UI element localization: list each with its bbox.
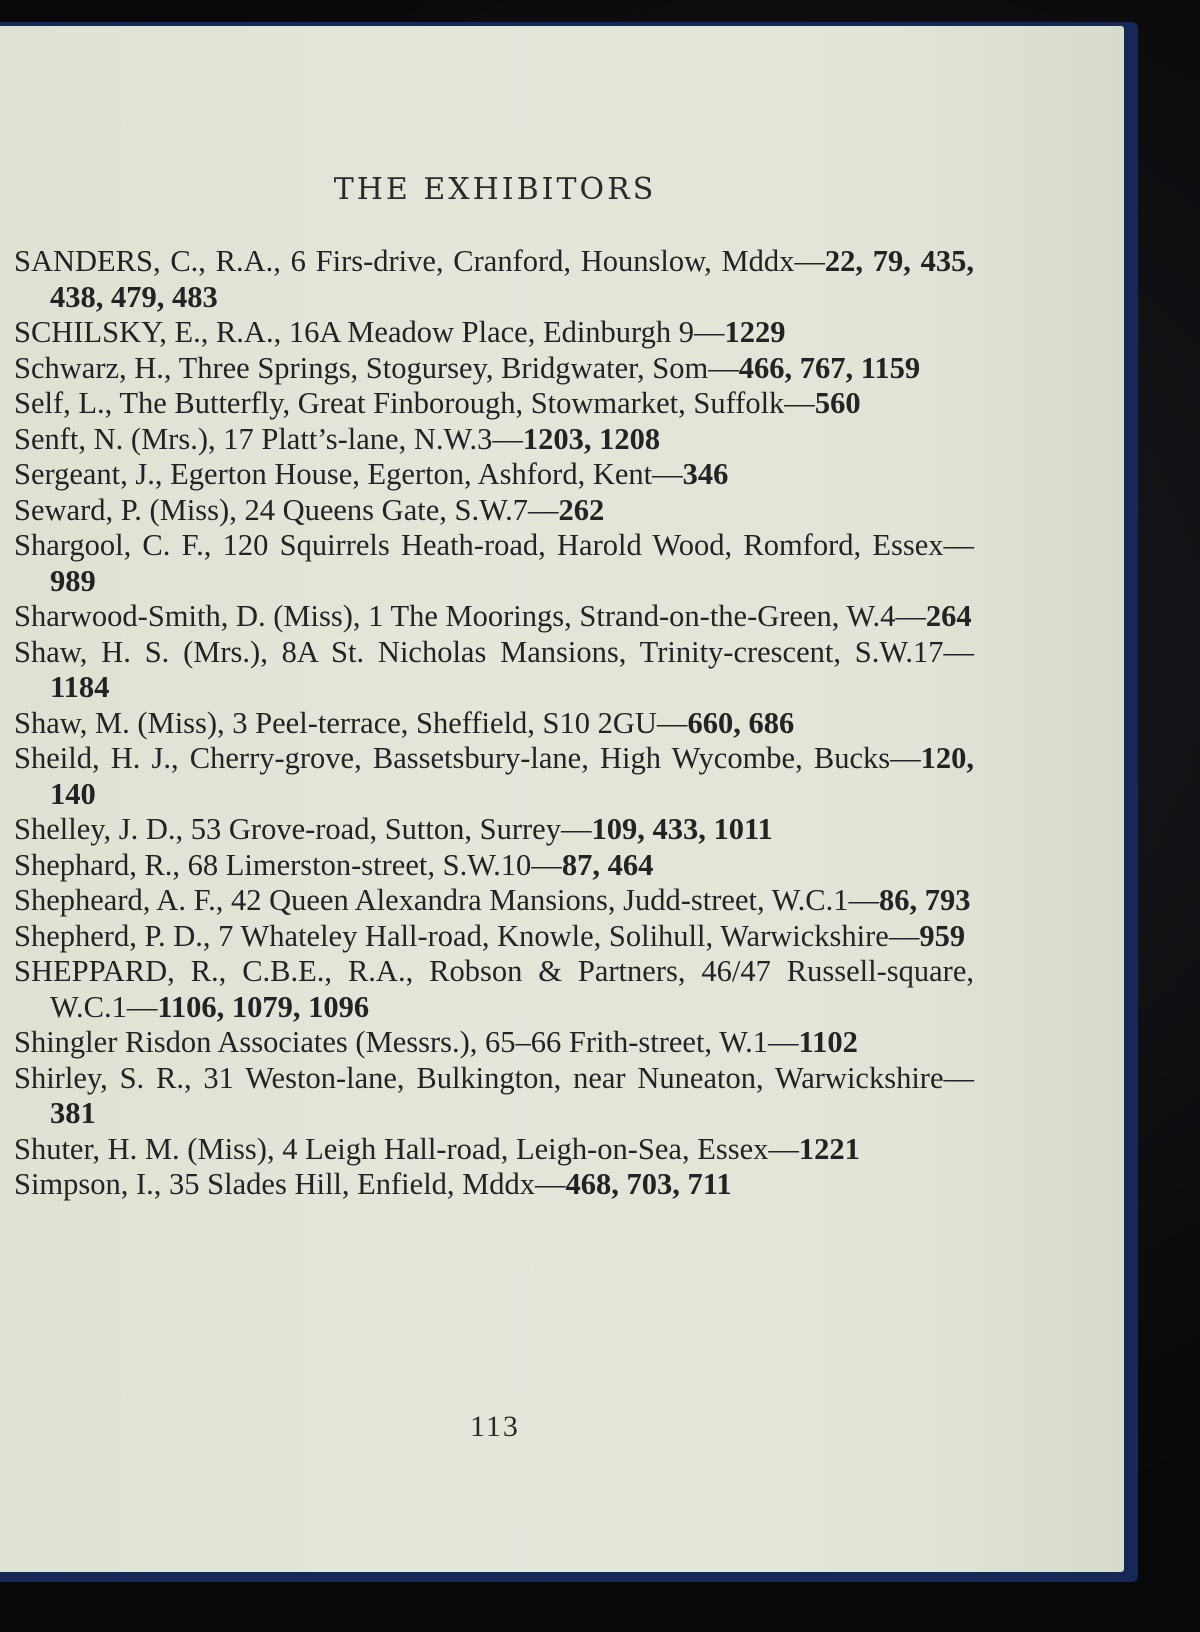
exhibitor-entry (14, 883, 974, 919)
book-page (0, 26, 1124, 1572)
entry-catalogue-numbers: 1203, 1208 (522, 421, 661, 456)
exhibitor-entry (14, 528, 974, 599)
entry-text: Sergeant, J., Egerton House, Egerton, Ashford, Kent— (14, 457, 683, 491)
exhibitor-entry (14, 954, 974, 1025)
entry-text: Shaw, M. (Miss), 3 Peel-terrace, Sheffield, S10 2GU— (14, 705, 688, 740)
exhibitor-entry (14, 1132, 974, 1168)
exhibitor-entry (14, 1061, 974, 1132)
entry-catalogue-numbers: 87, 464 (561, 847, 654, 882)
entry-catalogue-numbers: 109, 433, 1011 (591, 812, 773, 846)
entry-catalogue-numbers: 381 (50, 1096, 96, 1130)
page-heading: THE EXHIBITORS (333, 172, 657, 207)
exhibitor-entry (14, 741, 974, 812)
entry-text: SCHILSKY, E., R.A., 16A Meadow Place, Edinburgh 9— (14, 315, 725, 349)
exhibitor-entry (14, 635, 974, 706)
entry-text: Shepherd, P. D., 7 Whateley Hall-road, Knowle, Solihull, Warwickshire— (14, 918, 920, 953)
entry-text: Senft, N. (Mrs.), 17 Platt’s-lane, N.W.3— (14, 421, 523, 456)
exhibitor-list (14, 244, 974, 1203)
entry-text: SANDERS, C., R.A., 6 Firs-drive, Cranford, Hounslow, Mddx— (14, 244, 825, 278)
entry-text: Sheild, H. J., Cherry-grove, Bassetsbury-lane, High Wycombe, Bucks— (14, 741, 921, 775)
exhibitor-entry (14, 244, 974, 315)
entry-catalogue-numbers: 468, 703, 711 (565, 1167, 732, 1201)
entry-text: Shirley, S. R., 31 Weston-lane, Bulkington, near Nuneaton, Warwickshire— (14, 1060, 974, 1095)
entry-catalogue-numbers: 120, 140 (50, 741, 974, 811)
entry-catalogue-numbers: 1229 (724, 315, 786, 349)
exhibitor-entry (14, 351, 974, 387)
entry-text: Shuter, H. M. (Miss), 4 Leigh Hall-road, Leigh-on-Sea, Essex— (14, 1131, 799, 1166)
entry-catalogue-numbers: 86, 793 (879, 883, 971, 917)
entry-catalogue-numbers: 1102 (798, 1025, 858, 1059)
exhibitor-entry (14, 812, 974, 848)
entry-text: Shingler Risdon Associates (Messrs.), 65–66 Frith-street, W.1— (14, 1025, 799, 1059)
exhibitor-entry (14, 386, 974, 422)
entry-catalogue-numbers: 560 (814, 386, 861, 420)
entry-catalogue-numbers: 989 (50, 563, 96, 598)
exhibitor-entry (14, 493, 974, 529)
entry-text: Sharwood-Smith, D. (Miss), 1 The Moorings, Strand-on-the-Green, W.4— (14, 599, 926, 633)
exhibitor-entry (14, 919, 974, 955)
entry-catalogue-numbers: 959 (919, 918, 966, 953)
entry-catalogue-numbers: 660, 686 (687, 705, 795, 740)
exhibitor-entry (14, 848, 974, 884)
entry-text: Seward, P. (Miss), 24 Queens Gate, S.W.7— (14, 492, 559, 527)
page-number: 113 (470, 1410, 520, 1443)
entry-text: Shaw, H. S. (Mrs.), 8A St. Nicholas Mansions, Trinity-crescent, S.W.17— (14, 634, 974, 669)
entry-catalogue-numbers: 1184 (50, 670, 110, 704)
entry-catalogue-numbers: 1106, 1079, 1096 (157, 989, 370, 1024)
entry-text: Shargool, C. F., 120 Squirrels Heath-road, Harold Wood, Romford, Essex— (14, 528, 974, 562)
entry-catalogue-numbers: 264 (925, 599, 972, 633)
entry-text: Shelley, J. D., 53 Grove-road, Sutton, Surrey— (14, 812, 592, 846)
entry-text: Shephard, R., 68 Limerston-street, S.W.10— (14, 847, 562, 882)
entry-text: Self, L., The Butterfly, Great Finborough, Stowmarket, Suffolk— (14, 386, 815, 420)
exhibitor-entry (14, 1025, 974, 1061)
entry-text: SHEPPARD, R., C.B.E., R.A., Robson & Partners, 46/47 Russell-square, W.C.1— (14, 954, 974, 1024)
entry-text: Schwarz, H., Three Springs, Stogursey, Bridgwater, Som— (14, 350, 739, 385)
entry-catalogue-numbers: 466, 767, 1159 (738, 350, 921, 385)
entry-catalogue-numbers: 1221 (798, 1131, 860, 1166)
entry-text: Shepheard, A. F., 42 Queen Alexandra Mansions, Judd-street, W.C.1— (14, 883, 880, 917)
entry-catalogue-numbers: 262 (558, 492, 605, 527)
entry-catalogue-numbers: 22, 79, 435, 438, 479, 483 (50, 244, 974, 314)
exhibitor-entry (14, 422, 974, 458)
exhibitor-entry (14, 457, 974, 493)
exhibitor-entry (14, 706, 974, 742)
exhibitor-entry (14, 599, 974, 635)
entry-text: Simpson, I., 35 Slades Hill, Enfield, Mddx— (14, 1167, 566, 1201)
exhibitor-entry (14, 1167, 974, 1203)
exhibitor-entry (14, 315, 974, 351)
entry-catalogue-numbers: 346 (682, 457, 729, 491)
